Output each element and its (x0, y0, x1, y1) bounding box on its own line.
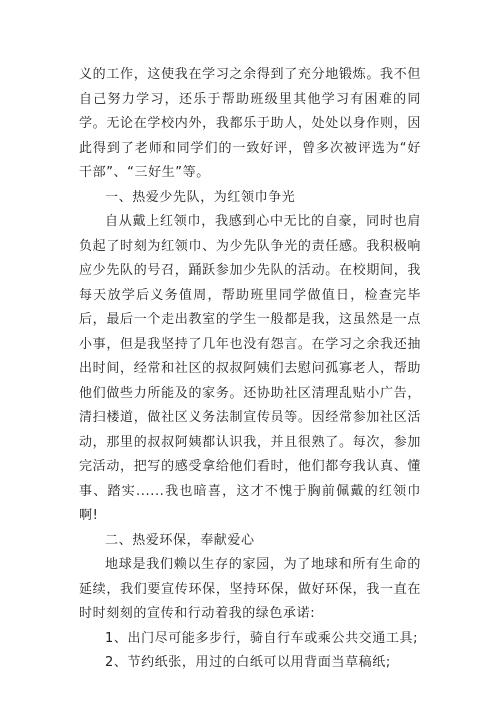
list-item: 2、节约纸张，用过的白纸可以用背面当草稿纸; (105, 655, 391, 670)
document-body (79, 63, 421, 676)
section-heading: 一、热爱少先队，为红领巾争光 (105, 189, 296, 205)
section-heading: 二、热爱环保，奉献爱心 (105, 532, 255, 548)
body-paragraph: 地球是我们赖以生存的家园，为了地球和所有生命的延续，我们要宣传环保，坚持环保，做好环保，我一直在时时刻刻的宣传和行动着我的绿色承诺: (79, 557, 421, 621)
list-item: 1、出门尽可能多步行，骑自行车或乘公共交通工具; (105, 630, 419, 646)
body-paragraph: 义的工作，这使我在学习之余得到了充分地锻炼。我不但自己努力学习，还乐于帮助班级里其他学习有困难的同学。无论在学校内外，我都乐于助人，处处以身作则，因此得到了老师和同学们的一致好评，曾多次被评选为“好干部”、“三好生”等。 (79, 67, 421, 180)
body-paragraph: 自从戴上红领巾，我感到心中无比的自豪，同时也肩负起了时刻为红领巾、为少先队争光的责任感。我积极响应少先队的号召，踊跃参加少先队的活动。在校期间，我每天放学后义务值周，帮助班里同学做值日，检查完毕后，最后一个走出教室的学生一般都是我，这虽然是一点小事，但是我坚持了几年也没有怨言。在学习之余我还抽出时间，经常和社区的叔叔阿姨们去慰问孤寡老人，帮助他们做些力所能及的家务。还协助社区清理乱贴小广告，清扫楼道，做社区义务法制宣传员等。因经常参加社区活动，那里的叔叔阿姨都认识我，并且很熟了。每次，参加完活动，把写的感受拿给他们看时，他们都夸我认真、懂事、踏实......我也暗喜，这才不愧于胸前佩戴的红领巾啊! (79, 214, 421, 523)
